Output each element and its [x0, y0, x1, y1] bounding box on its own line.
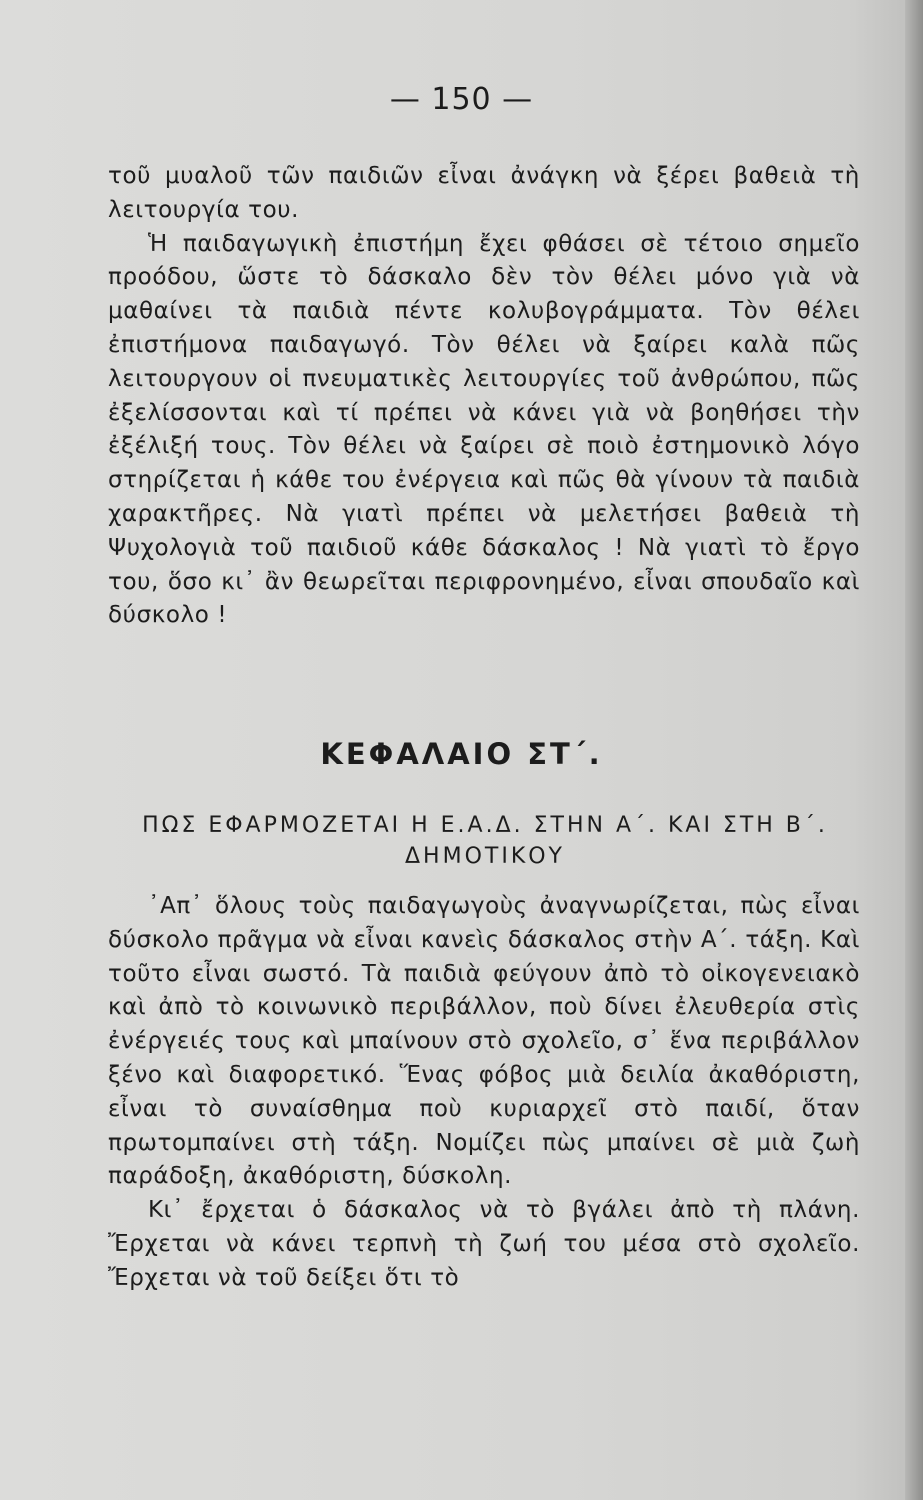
- body-text-top: [108, 160, 860, 633]
- chapter-title: ΚΕΦΑΛΑΙΟ ΣΤ΄.: [320, 737, 603, 771]
- paragraph: τοῦ μυαλοῦ τῶν παιδιῶν εἶναι ἀνάγκη νὰ ξέρει βαθειὰ τὴ λειτουργία του.: [108, 163, 860, 223]
- paragraph: ᾿Απ᾿ ὅλους τοὺς παιδαγωγοὺς ἀναγνωρίζεται, πὼς εἶναι δύσκολο πρᾶγμα νὰ εἶναι κανεὶς δάσκαλος στὴν Α΄. τάξη. Καὶ τοῦτο εἶναι σωστό. Τὰ παιδιὰ φεύγουν ἀπὸ τὸ οἰκογενειακὸ καὶ ἀπὸ τὸ κοινωνικὸ περιβάλλον, ποὺ δίνει ἐλευθερία στὶς ἐνέργειές τους καὶ μπαίνουν στὸ σχολεῖο, σ᾿ ἕνα περιβάλλον ξένο καὶ διαφορετικό. Ἕνας φόβος μιὰ δειλία ἀκαθόριστη, εἶναι τὸ συναίσθημα ποὺ κυριαρχεῖ στὸ παιδί, ὅταν πρωτομπαίνει στὴ τάξη. Νομίζει πὼς μπαίνει σὲ μιὰ ζωὴ παράδοξη, ἀκαθόριστη, δύσκολη.: [108, 893, 860, 1190]
- body-text-bottom: [108, 890, 860, 1296]
- page-number: — 150 —: [389, 82, 534, 117]
- paragraph: Ἡ παιδαγωγικὴ ἐπιστήμη ἔχει φθάσει σὲ τέτοιο σημεῖο προόδου, ὥστε τὸ δάσκαλο δὲν τὸν θέλει μόνο γιὰ νὰ μαθαίνει τὰ παιδιὰ πέντε κολυβογράμματα. Τὸν θέλει ἐπιστήμονα παιδαγωγό. Τὸν θέλει νὰ ξαίρει καλὰ πῶς λειτουργουν οἱ πνευματικὲς λειτουργίες τοῦ ἀνθρώπου, πῶς ἐξελίσσονται καὶ τί πρέπει νὰ κάνει γιὰ νὰ βοηθήσει τὴν ἐξέλιξή τους. Τὸν θέλει νὰ ξαίρει σὲ ποιὸ ἐστημονικὸ λόγο στηρίζεται ἡ κάθε του ἐνέργεια καὶ πῶς θὰ γίνουν τὰ παιδιὰ χαρακτῆρες. Νὰ γιατὶ πρέπει νὰ μελετήσει βαθειὰ τὴ Ψυχολογιὰ τοῦ παιδιοῦ κάθε δάσκαλος ! Νὰ γιατὶ τὸ ἔργο του, ὅσο κι᾿ ἂν θεωρεῖται περιφρονημένο, εἶναι σπουδαῖο καὶ δύσκολο !: [108, 230, 860, 629]
- paragraph: Κι᾿ ἔρχεται ὁ δάσκαλος νὰ τὸ βγάλει ἀπὸ τὴ πλάνη. Ἔρχεται νὰ κάνει τερπνὴ τὴ ζωή του μέσα στὸ σχολεῖο. Ἔρχεται νὰ τοῦ δείξει ὅτι τὸ: [108, 1197, 860, 1291]
- chapter-subtitle: ΠΩΣ ΕΦΑΡΜΟΖΕΤΑΙ Η Ε.Α.Δ. ΣΤΗΝ Α΄. ΚΑΙ ΣΤΗ Β΄. ΔΗΜΟΤΙΚΟΥ: [142, 813, 828, 869]
